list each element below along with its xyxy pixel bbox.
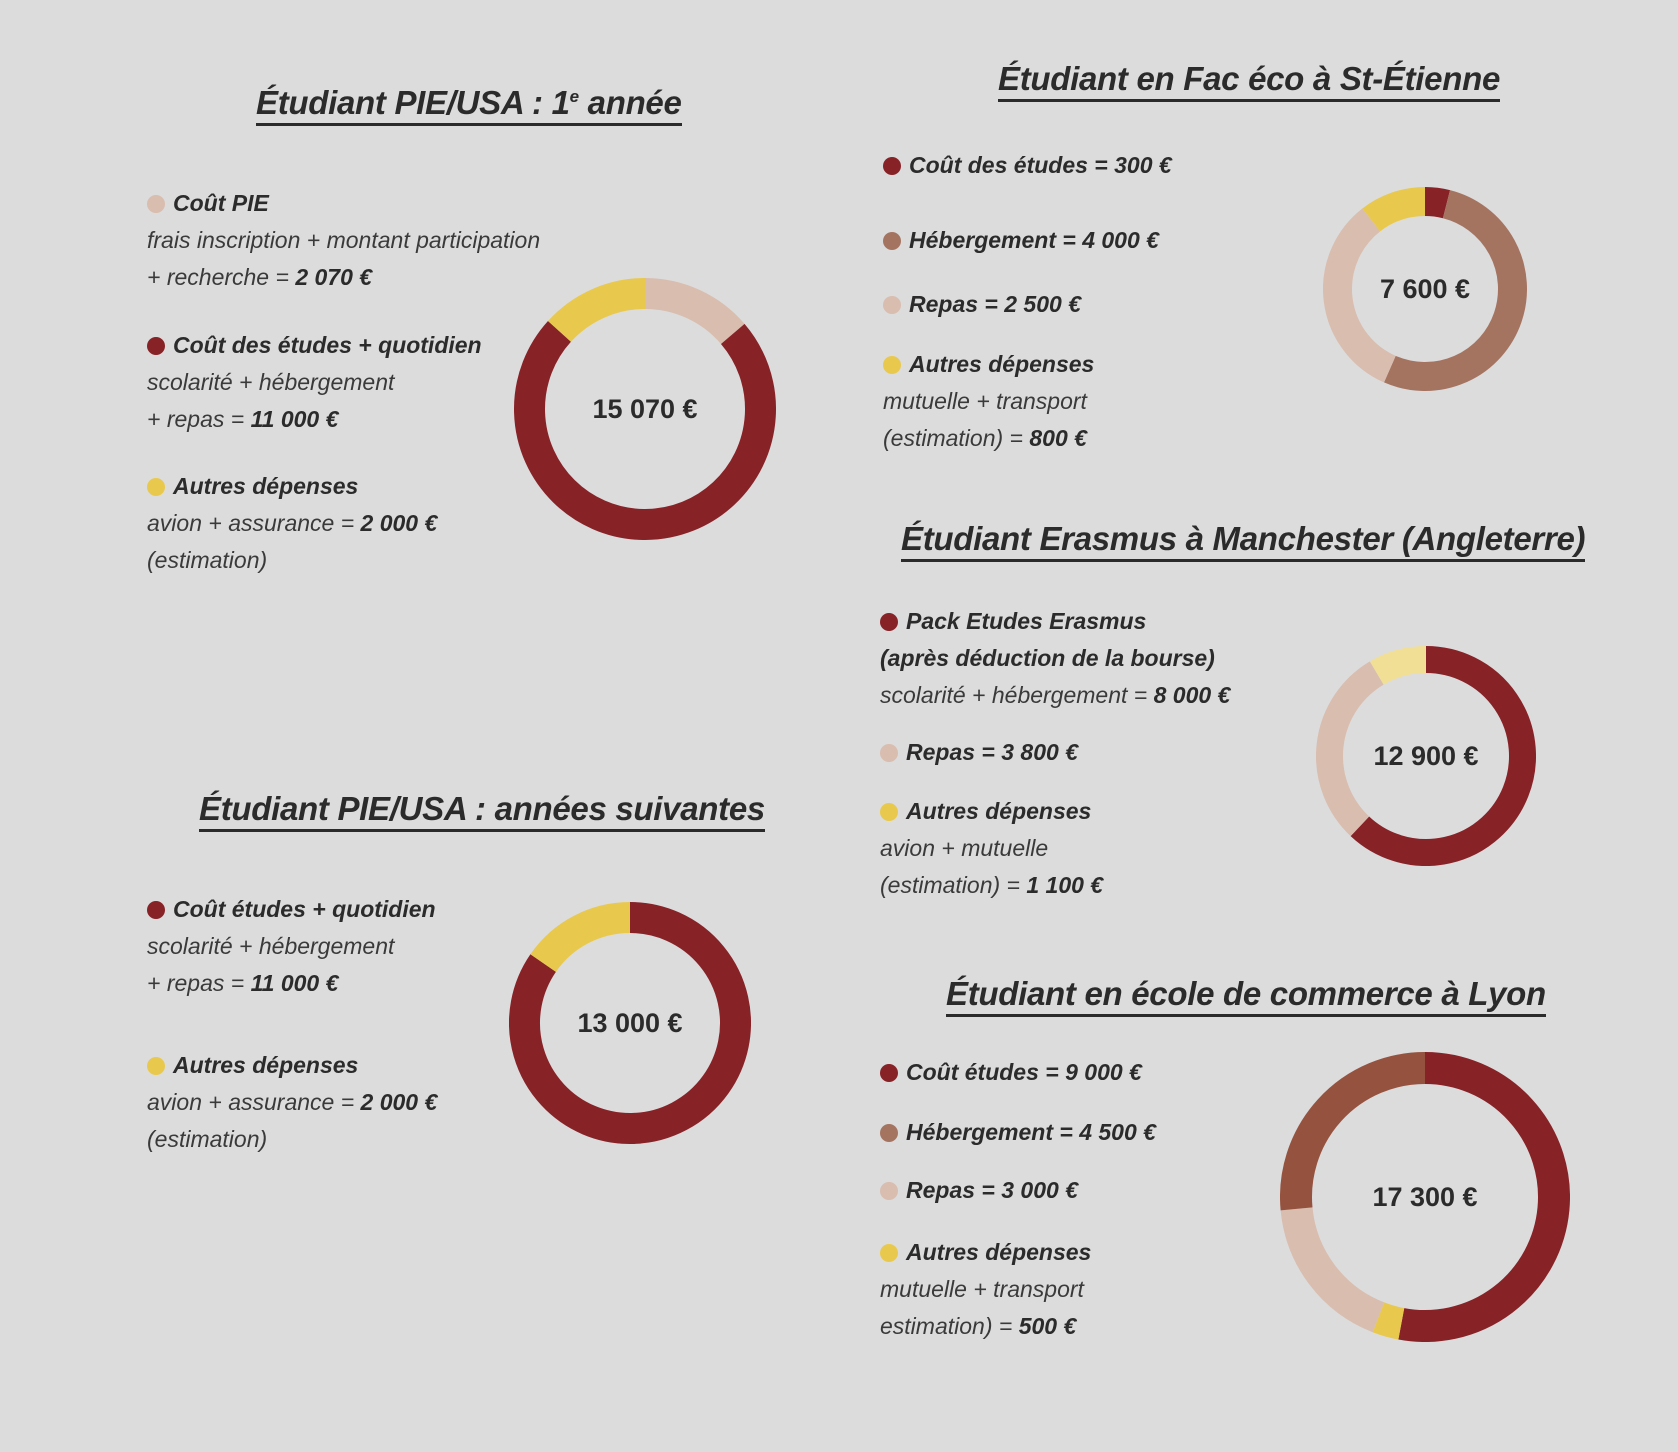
- legend-detail: mutuelle + transport: [883, 388, 1087, 414]
- legend-label: Autres dépenses: [173, 473, 359, 499]
- legend-detail: mutuelle + transport: [880, 1276, 1084, 1302]
- legend-item-pack-erasmus: [880, 603, 1230, 714]
- legend-label: Repas = 3 000 €: [906, 1177, 1078, 1203]
- total-label: 13 000 €: [577, 1007, 683, 1038]
- legend-item-repas: [880, 734, 1078, 771]
- total-label: 17 300 €: [1372, 1181, 1478, 1212]
- legend-dot-icon: [147, 337, 165, 355]
- total-label: 15 070 €: [592, 393, 698, 424]
- legend-label: Coût PIE: [173, 190, 269, 216]
- donut-chart: [1323, 187, 1527, 391]
- legend-item-autres: [880, 1234, 1091, 1345]
- legend-dot-icon: [147, 195, 165, 213]
- legend-dot-icon: [880, 1064, 898, 1082]
- legend-label: Repas = 2 500 €: [909, 291, 1081, 317]
- legend-detail: estimation) = 500 €: [880, 1313, 1077, 1339]
- legend-label: Repas = 3 800 €: [906, 739, 1078, 765]
- legend-detail: scolarité + hébergement: [147, 933, 395, 959]
- legend-dot-icon: [883, 232, 901, 250]
- legend-item-cout-etudes: [147, 327, 482, 438]
- legend-label: Autres dépenses: [173, 1052, 359, 1078]
- legend-item-hebergement: [880, 1114, 1156, 1151]
- total-label: 7 600 €: [1379, 273, 1471, 304]
- legend-detail: scolarité + hébergement = 8 000 €: [880, 682, 1231, 708]
- legend-dot-icon: [147, 1057, 165, 1075]
- legend-detail: (estimation): [147, 1126, 268, 1152]
- legend-dot-icon: [883, 296, 901, 314]
- legend-detail: (estimation) = 1 100 €: [880, 872, 1104, 898]
- legend-dot-icon: [880, 613, 898, 631]
- chart-title: Étudiant en école de commerce à Lyon: [946, 975, 1546, 1017]
- legend-item-cout-etudes: [883, 147, 1172, 184]
- legend-dot-icon: [880, 744, 898, 762]
- donut-chart: [1280, 1052, 1570, 1342]
- legend-detail: frais inscription + montant participation: [147, 227, 541, 253]
- legend-detail: scolarité + hébergement: [147, 369, 395, 395]
- legend-dot-icon: [883, 157, 901, 175]
- legend-detail: (estimation): [147, 547, 268, 573]
- legend-label: Pack Etudes Erasmus: [906, 608, 1147, 634]
- legend-item-repas: [880, 1172, 1078, 1209]
- legend-label: Coût des études = 300 €: [909, 152, 1172, 178]
- legend-detail: + repas = 11 000 €: [147, 970, 339, 996]
- donut-chart: [509, 902, 751, 1144]
- legend-detail: avion + mutuelle: [880, 835, 1049, 861]
- legend-label: Coût études + quotidien: [173, 896, 436, 922]
- legend-detail: avion + assurance = 2 000 €: [147, 1089, 438, 1115]
- legend-item-cout-pie: [147, 185, 540, 296]
- legend-item-autres: [883, 346, 1094, 457]
- legend-dot-icon: [147, 478, 165, 496]
- legend-dot-icon: [880, 803, 898, 821]
- donut-chart: [1316, 646, 1536, 866]
- chart-title: Étudiant Erasmus à Manchester (Angleterre): [901, 520, 1585, 562]
- legend-detail: (estimation) = 800 €: [883, 425, 1087, 451]
- legend-item-repas: [883, 286, 1081, 323]
- legend-item-hebergement: [883, 222, 1159, 259]
- legend-dot-icon: [883, 356, 901, 374]
- chart-title: Étudiant en Fac éco à St-Étienne: [998, 60, 1500, 102]
- legend-label: Hébergement = 4 500 €: [906, 1119, 1156, 1145]
- legend-label: Autres dépenses: [909, 351, 1095, 377]
- legend-label: Hébergement = 4 000 €: [909, 227, 1159, 253]
- legend-item-autres: [147, 1047, 437, 1158]
- legend-detail: (après déduction de la bourse): [880, 645, 1215, 671]
- legend-label: Autres dépenses: [906, 798, 1092, 824]
- legend-label: Coût études = 9 000 €: [906, 1059, 1142, 1085]
- chart-title: Étudiant PIE/USA : 1e année: [256, 78, 682, 126]
- legend-dot-icon: [880, 1244, 898, 1262]
- legend-label: Autres dépenses: [906, 1239, 1092, 1265]
- legend-detail: + recherche = 2 070 €: [147, 264, 373, 290]
- legend-label: Coût des études + quotidien: [173, 332, 482, 358]
- legend-detail: + repas = 11 000 €: [147, 406, 339, 432]
- chart-title: Étudiant PIE/USA : années suivantes: [199, 790, 765, 832]
- legend-dot-icon: [880, 1182, 898, 1200]
- total-label: 12 900 €: [1373, 740, 1479, 771]
- legend-dot-icon: [880, 1124, 898, 1142]
- legend-dot-icon: [147, 901, 165, 919]
- legend-item-autres: [147, 468, 437, 579]
- legend-item-cout-etudes: [880, 1054, 1142, 1091]
- legend-detail: avion + assurance = 2 000 €: [147, 510, 438, 536]
- donut-chart: [514, 278, 776, 540]
- legend-item-autres: [880, 793, 1103, 904]
- legend-item-cout-etudes: [147, 891, 436, 1002]
